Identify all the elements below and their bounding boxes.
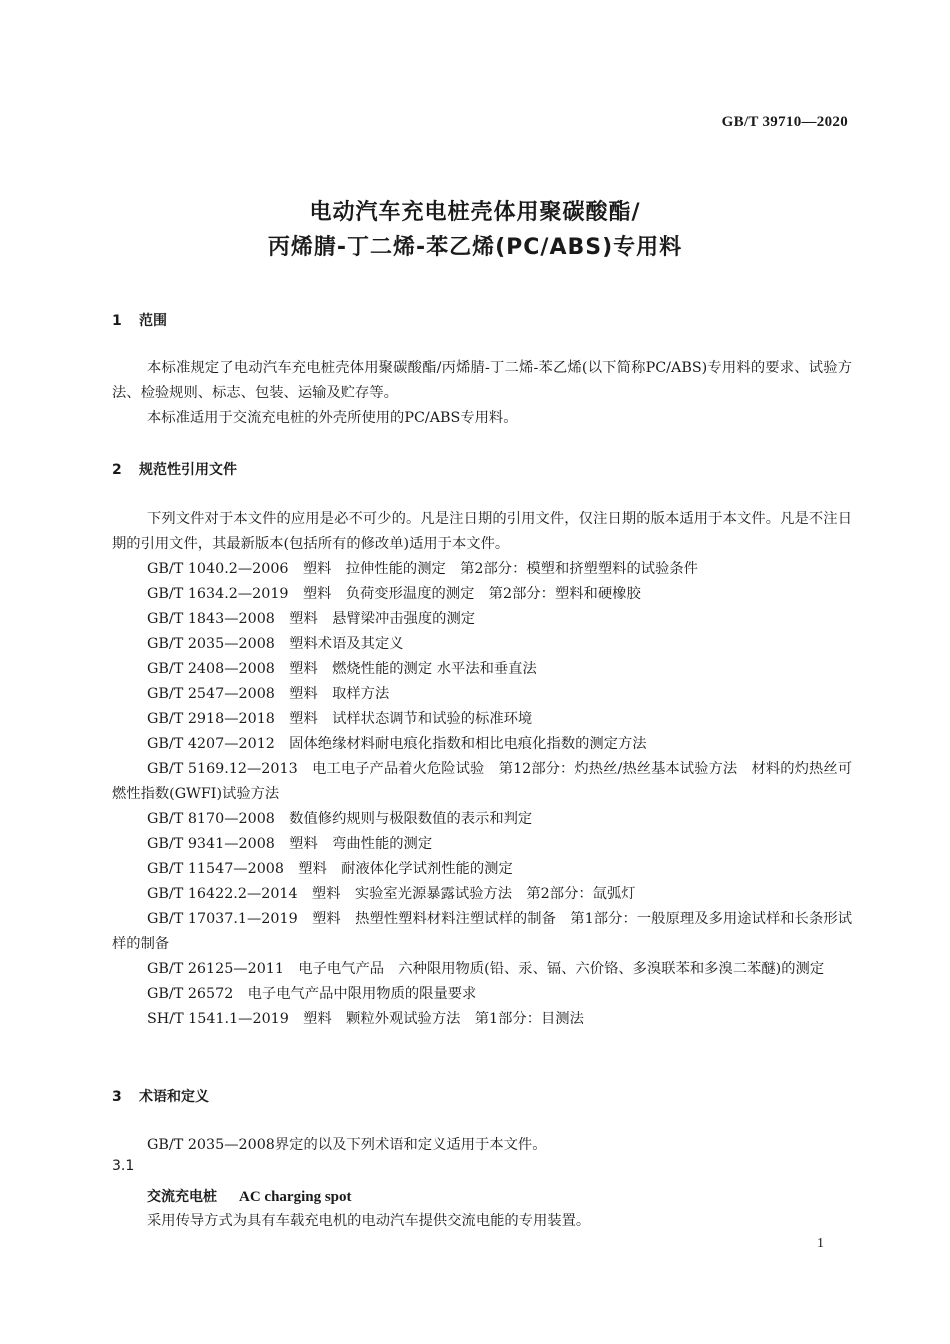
term-name (147, 1186, 352, 1206)
term-definition: 采用传导方式为具有车载充电机的电动汽车提供交流电能的专用装置。 (147, 1213, 591, 1229)
section-title: 范围 (139, 313, 167, 329)
section-3-body (112, 1133, 852, 1158)
paragraph: 本标准规定了电动汽车充电桩壳体用聚碳酸酯/丙烯腈-丁二烯-苯乙烯(以下简称PC/ABS)专用料的要求、试验方法、检验规则、标志、包装、运输及贮存等。 (112, 360, 852, 401)
reference-item: GB/T 1634.2—2019 塑料 负荷变形温度的测定 第2部分：塑料和硬橡胶 (147, 586, 641, 602)
page-number: 1 (817, 1236, 824, 1251)
document-title (0, 195, 950, 265)
section-title: 术语和定义 (139, 1089, 209, 1105)
reference-item: GB/T 1040.2—2006 塑料 拉伸性能的测定 第2部分：模塑和挤塑塑料的试验条件 (147, 561, 698, 577)
section-number: 2 (112, 462, 122, 478)
reference-item: GB/T 2918—2018 塑料 试样状态调节和试验的标准环境 (147, 711, 533, 727)
paragraph: GB/T 2035—2008界定的以及下列术语和定义适用于本文件。 (147, 1137, 547, 1153)
reference-item: GB/T 2547—2008 塑料 取样方法 (147, 686, 390, 702)
reference-item: GB/T 2408—2008 塑料 燃烧性能的测定 水平法和垂直法 (147, 661, 537, 677)
reference-item: GB/T 17037.1—2019 塑料 热塑性塑料材料注塑试样的制备 第1部分：一般原理及多用途试样和长条形试样的制备 (112, 911, 852, 952)
section-1-body (112, 356, 852, 431)
section-title: 规范性引用文件 (139, 462, 237, 478)
section-number: 1 (112, 313, 122, 329)
section-2-heading (112, 459, 237, 479)
reference-item: GB/T 5169.12—2013 电工电子产品着火危险试验 第12部分：灼热丝/热丝基本试验方法 材料的灼热丝可燃性指数(GWFI)试验方法 (112, 761, 852, 802)
section-3-heading (112, 1086, 209, 1106)
section-number: 3 (112, 1089, 122, 1105)
reference-item: GB/T 4207—2012 固体绝缘材料耐电痕化指数和相比电痕化指数的测定方法 (147, 736, 647, 752)
title-line-1: 电动汽车充电桩壳体用聚碳酸酯/ (309, 200, 641, 225)
title-line-2: 丙烯腈-丁二烯-苯乙烯(PC/ABS)专用料 (267, 235, 683, 260)
reference-item: GB/T 2035—2008 塑料术语及其定义 (147, 636, 404, 652)
reference-item: GB/T 16422.2—2014 塑料 实验室光源暴露试验方法 第2部分：氙弧灯 (147, 886, 636, 902)
standard-number: GB/T 39710—2020 (721, 114, 848, 130)
paragraph: 下列文件对于本文件的应用是必不可少的。凡是注日期的引用文件，仅注日期的版本适用于本文件。凡是不注日期的引用文件，其最新版本(包括所有的修改单)适用于本文件。 (112, 511, 852, 552)
reference-item: GB/T 8170—2008 数值修约规则与极限数值的表示和判定 (147, 811, 533, 827)
term-number: 3.1 (112, 1158, 135, 1174)
term-name-zh: 交流充电桩 (147, 1189, 217, 1205)
section-1-heading (112, 310, 167, 330)
section-2-body (112, 507, 852, 1032)
term-name-en: AC charging spot (239, 1189, 352, 1205)
reference-item: GB/T 26125—2011 电子电气产品 六种限用物质(铅、汞、镉、六价铬、多溴联苯和多溴二苯醚)的测定 (147, 961, 825, 977)
reference-item: GB/T 9341—2008 塑料 弯曲性能的测定 (147, 836, 433, 852)
paragraph: 本标准适用于交流充电桩的外壳所使用的PC/ABS专用料。 (147, 410, 518, 426)
reference-item: GB/T 26572 电子电气产品中限用物质的限量要求 (147, 986, 477, 1002)
reference-item: GB/T 11547—2008 塑料 耐液体化学试剂性能的测定 (147, 861, 513, 877)
reference-item: GB/T 1843—2008 塑料 悬臂梁冲击强度的测定 (147, 611, 476, 627)
reference-item: SH/T 1541.1—2019 塑料 颗粒外观试验方法 第1部分：目测法 (147, 1011, 584, 1027)
